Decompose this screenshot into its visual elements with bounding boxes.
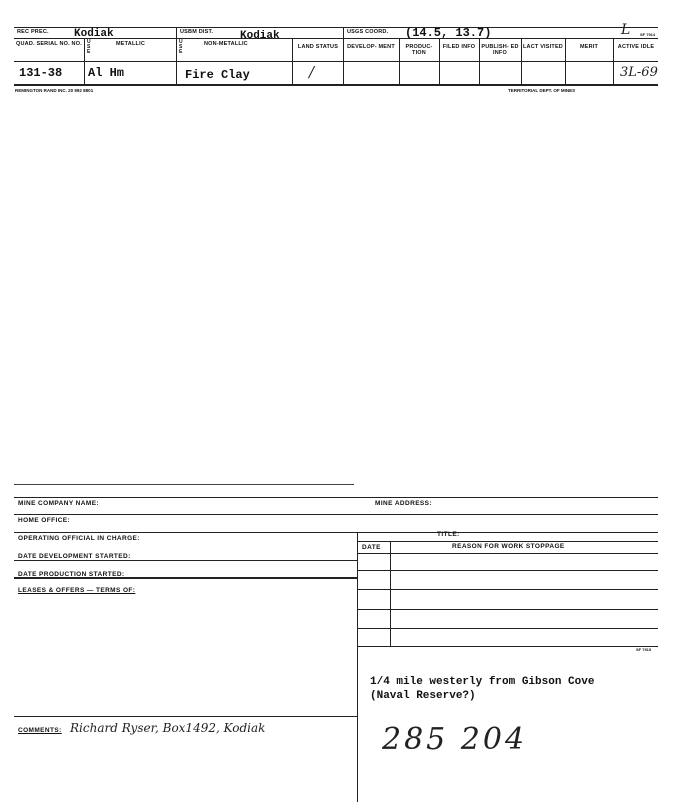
usbm-dist-label: USBM DIST. — [180, 29, 214, 35]
comments-value: Richard Ryser, Box1492, Kodiak — [70, 721, 266, 735]
rec-prec-label: REC PREC. — [17, 29, 49, 35]
quad-serial-label: QUAD. SERIAL NO. NO. — [16, 41, 82, 47]
use-letters-metallic: U S E — [87, 39, 91, 55]
mine-company-label: MINE COMPANY NAME: — [18, 500, 99, 507]
active-idle-label: ACTIVE IDLE — [617, 44, 655, 50]
metallic-value: Al Hm — [88, 66, 125, 80]
production-label: PRODUC- TION — [405, 44, 433, 56]
title-label: TITLE: — [437, 531, 460, 538]
usgs-coord-label: USGS COORD. — [347, 29, 389, 35]
form-number-bottom: SF 7915 — [636, 647, 652, 652]
last-visited-label: LACT VISITED — [523, 44, 563, 50]
mine-address-label: MINE ADDRESS: — [375, 500, 432, 507]
handwritten-number: 285 204 — [382, 722, 528, 757]
non-metallic-value: Fire Clay — [185, 68, 250, 82]
metallic-label: METALLIC — [116, 41, 145, 47]
land-status-label: LAND STATUS — [297, 44, 339, 50]
date-production-label: DATE PRODUCTION STARTED: — [18, 571, 125, 578]
corner-mark: L — [621, 22, 631, 38]
department-footer: TERRITORIAL DEPT. OF MINES — [508, 88, 576, 93]
filed-info-label: FILED INFO — [442, 44, 476, 50]
quad-serial-value: 131-38 — [19, 66, 63, 80]
non-metallic-label: NON-METALLIC — [204, 41, 248, 47]
date-column-label: DATE — [362, 544, 381, 551]
rec-prec-value: Kodiak — [74, 28, 114, 40]
reason-column-label: REASON FOR WORK STOPPAGE — [452, 543, 565, 550]
land-status-value: / — [309, 63, 315, 81]
home-office-label: HOME OFFICE: — [18, 517, 71, 524]
comments-label: COMMENTS: — [18, 727, 62, 734]
development-label: DEVELOP- MENT — [347, 44, 395, 50]
use-letters-nonmetallic: U S E — [179, 39, 183, 55]
published-info-label: PUBLISH- ED INFO — [481, 44, 519, 56]
location-note-line-1: 1/4 mile westerly from Gibson Cove — [370, 676, 595, 688]
operating-official-label: OPERATING OFFICIAL IN CHARGE: — [18, 535, 140, 542]
leases-label: LEASES & OFFERS — TERMS OF: — [18, 587, 136, 594]
date-development-label: DATE DEVELOPMENT STARTED: — [18, 553, 131, 560]
merit-label: MERIT — [579, 44, 599, 50]
active-idle-value: 3L-69 — [620, 65, 658, 80]
form-number-top: SF 7914 — [640, 32, 656, 37]
location-note-line-2: (Naval Reserve?) — [370, 690, 476, 702]
usbm-dist-value: Kodiak — [240, 30, 280, 42]
usgs-coord-value: (14.5, 13.7) — [405, 26, 492, 40]
printer-footer: REMINGTON RAND INC. 20 992 8801 — [15, 88, 94, 93]
